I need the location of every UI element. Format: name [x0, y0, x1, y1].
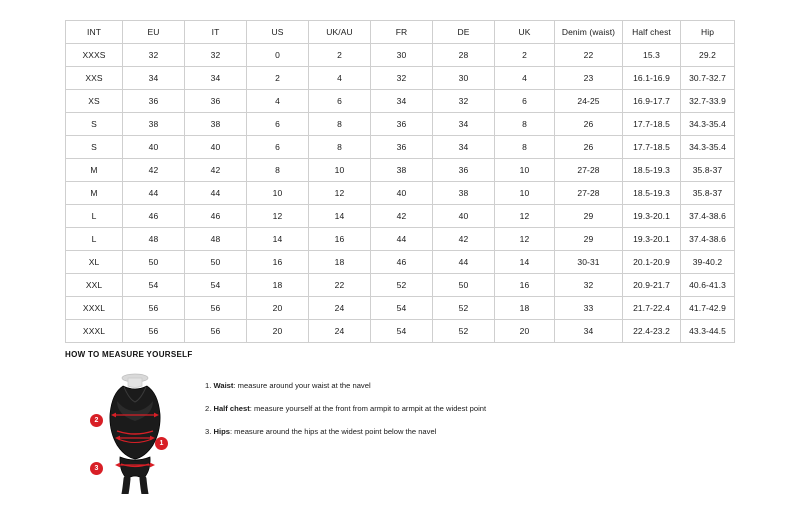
cell-hip: 35.8-37 [681, 182, 735, 205]
cell-hip: 34.3-35.4 [681, 113, 735, 136]
cell-denim-waist: 23 [555, 67, 623, 90]
column-header-uk: UK [495, 21, 555, 44]
cell-eu: 32 [123, 44, 185, 67]
marker-3-hips: 3 [90, 462, 103, 475]
cell-uk-au: 22 [309, 274, 371, 297]
cell-it: 34 [185, 67, 247, 90]
cell-half-chest: 16.1-16.9 [623, 67, 681, 90]
cell-uk: 8 [495, 136, 555, 159]
cell-half-chest: 18.5-19.3 [623, 182, 681, 205]
cell-de: 32 [433, 90, 495, 113]
cell-eu: 36 [123, 90, 185, 113]
cell-uk-au: 18 [309, 251, 371, 274]
cell-de: 38 [433, 182, 495, 205]
cell-uk-au: 12 [309, 182, 371, 205]
cell-de: 50 [433, 274, 495, 297]
cell-half-chest: 19.3-20.1 [623, 228, 681, 251]
cell-int: L [66, 228, 123, 251]
cell-eu: 46 [123, 205, 185, 228]
cell-fr: 34 [371, 90, 433, 113]
cell-eu: 54 [123, 274, 185, 297]
marker-2-half-chest: 2 [90, 414, 103, 427]
cell-fr: 30 [371, 44, 433, 67]
cell-us: 20 [247, 297, 309, 320]
cell-de: 52 [433, 320, 495, 343]
cell-it: 46 [185, 205, 247, 228]
cell-int: XXS [66, 67, 123, 90]
cell-us: 6 [247, 136, 309, 159]
cell-uk-au: 24 [309, 297, 371, 320]
cell-denim-waist: 29 [555, 205, 623, 228]
mannequin-figure [65, 369, 195, 494]
cell-us: 14 [247, 228, 309, 251]
column-header-fr: FR [371, 21, 433, 44]
cell-de: 44 [433, 251, 495, 274]
cell-us: 10 [247, 182, 309, 205]
column-header-it: IT [185, 21, 247, 44]
measure-note-text: : measure around the hips at the widest point below the navel [229, 427, 437, 437]
cell-de: 36 [433, 159, 495, 182]
cell-hip: 43.3-44.5 [681, 320, 735, 343]
measure-note-term: Waist [213, 381, 234, 390]
cell-it: 56 [185, 320, 247, 343]
cell-eu: 56 [123, 320, 185, 343]
cell-fr: 36 [371, 113, 433, 136]
cell-denim-waist: 30-31 [555, 251, 623, 274]
cell-eu: 44 [123, 182, 185, 205]
cell-denim-waist: 34 [555, 320, 623, 343]
cell-it: 38 [185, 113, 247, 136]
table-row [66, 297, 735, 320]
cell-eu: 50 [123, 251, 185, 274]
cell-hip: 40.6-41.3 [681, 274, 735, 297]
cell-hip: 39-40.2 [681, 251, 735, 274]
cell-de: 34 [433, 136, 495, 159]
cell-hip: 41.7-42.9 [681, 297, 735, 320]
cell-half-chest: 20.9-21.7 [623, 274, 681, 297]
measure-note-number: 3. [205, 427, 212, 437]
cell-half-chest: 19.3-20.1 [623, 205, 681, 228]
cell-half-chest: 18.5-19.3 [623, 159, 681, 182]
cell-fr: 40 [371, 182, 433, 205]
cell-half-chest: 20.1-20.9 [623, 251, 681, 274]
size-chart-table [65, 20, 735, 343]
measure-note-text: : measure yourself at the front from armpit to armpit at the widest point [249, 404, 487, 414]
cell-us: 20 [247, 320, 309, 343]
cell-uk: 16 [495, 274, 555, 297]
cell-uk-au: 16 [309, 228, 371, 251]
cell-uk-au: 6 [309, 90, 371, 113]
cell-eu: 40 [123, 136, 185, 159]
cell-uk: 20 [495, 320, 555, 343]
how-to-measure-section [65, 350, 765, 494]
cell-uk-au: 2 [309, 44, 371, 67]
cell-hip: 30.7-32.7 [681, 67, 735, 90]
cell-int: S [66, 136, 123, 159]
size-chart-container [65, 20, 734, 343]
cell-int: XXXL [66, 320, 123, 343]
cell-int: XL [66, 251, 123, 274]
cell-it: 56 [185, 297, 247, 320]
cell-int: M [66, 159, 123, 182]
cell-fr: 36 [371, 136, 433, 159]
cell-de: 34 [433, 113, 495, 136]
cell-it: 50 [185, 251, 247, 274]
table-row [66, 320, 735, 343]
cell-int: S [66, 113, 123, 136]
how-to-measure-body [65, 369, 765, 494]
table-row [66, 205, 735, 228]
measure-note-half-chest [205, 404, 486, 413]
column-header-eu: EU [123, 21, 185, 44]
table-row [66, 251, 735, 274]
cell-eu: 48 [123, 228, 185, 251]
cell-us: 18 [247, 274, 309, 297]
column-header-int: INT [66, 21, 123, 44]
cell-uk: 14 [495, 251, 555, 274]
cell-uk: 10 [495, 159, 555, 182]
cell-uk: 6 [495, 90, 555, 113]
measure-note-term: Half chest [213, 404, 250, 414]
cell-hip: 37.4-38.6 [681, 205, 735, 228]
cell-it: 54 [185, 274, 247, 297]
cell-us: 8 [247, 159, 309, 182]
cell-denim-waist: 33 [555, 297, 623, 320]
cell-fr: 44 [371, 228, 433, 251]
cell-half-chest: 22.4-23.2 [623, 320, 681, 343]
cell-eu: 38 [123, 113, 185, 136]
cell-half-chest: 16.9-17.7 [623, 90, 681, 113]
measure-note-number: 1. [205, 381, 212, 390]
table-row [66, 113, 735, 136]
cell-uk: 4 [495, 67, 555, 90]
table-header [66, 21, 735, 44]
cell-us: 16 [247, 251, 309, 274]
cell-denim-waist: 24-25 [555, 90, 623, 113]
marker-1-waist: 1 [155, 437, 168, 450]
cell-eu: 34 [123, 67, 185, 90]
cell-uk-au: 4 [309, 67, 371, 90]
cell-eu: 42 [123, 159, 185, 182]
cell-hip: 35.8-37 [681, 159, 735, 182]
cell-half-chest: 17.7-18.5 [623, 113, 681, 136]
column-header-hip: Hip [681, 21, 735, 44]
cell-uk-au: 24 [309, 320, 371, 343]
column-header-uk-au: UK/AU [309, 21, 371, 44]
table-row [66, 159, 735, 182]
cell-uk-au: 14 [309, 205, 371, 228]
column-header-us: US [247, 21, 309, 44]
how-to-measure-title: HOW TO MEASURE YOURSELF [65, 350, 193, 359]
cell-uk-au: 10 [309, 159, 371, 182]
cell-int: M [66, 182, 123, 205]
cell-denim-waist: 27-28 [555, 159, 623, 182]
cell-hip: 34.3-35.4 [681, 136, 735, 159]
cell-it: 42 [185, 159, 247, 182]
cell-fr: 54 [371, 320, 433, 343]
cell-de: 30 [433, 67, 495, 90]
column-header-denim-waist: Denim (waist) [555, 21, 623, 44]
cell-us: 4 [247, 90, 309, 113]
cell-us: 2 [247, 67, 309, 90]
cell-uk-au: 8 [309, 113, 371, 136]
column-header-de: DE [433, 21, 495, 44]
table-row [66, 228, 735, 251]
cell-us: 6 [247, 113, 309, 136]
cell-it: 48 [185, 228, 247, 251]
cell-fr: 54 [371, 297, 433, 320]
cell-int: XS [66, 90, 123, 113]
table-body [66, 44, 735, 343]
cell-fr: 32 [371, 67, 433, 90]
table-row [66, 44, 735, 67]
cell-denim-waist: 29 [555, 228, 623, 251]
cell-de: 52 [433, 297, 495, 320]
table-row [66, 90, 735, 113]
measure-note-waist [205, 381, 486, 390]
cell-denim-waist: 26 [555, 113, 623, 136]
cell-denim-waist: 32 [555, 274, 623, 297]
table-header-row [66, 21, 735, 44]
cell-eu: 56 [123, 297, 185, 320]
cell-fr: 46 [371, 251, 433, 274]
cell-uk: 12 [495, 205, 555, 228]
mannequin-illustration [65, 369, 195, 494]
cell-int: L [66, 205, 123, 228]
cell-us: 0 [247, 44, 309, 67]
measure-note-number: 2. [205, 404, 212, 414]
table-row [66, 182, 735, 205]
cell-int: XXXS [66, 44, 123, 67]
cell-uk: 18 [495, 297, 555, 320]
cell-half-chest: 15.3 [623, 44, 681, 67]
cell-half-chest: 21.7-22.4 [623, 297, 681, 320]
cell-uk-au: 8 [309, 136, 371, 159]
cell-de: 28 [433, 44, 495, 67]
measure-instructions [205, 369, 486, 450]
cell-denim-waist: 27-28 [555, 182, 623, 205]
cell-hip: 29.2 [681, 44, 735, 67]
measure-note-hips [205, 427, 486, 436]
measure-note-term: Hips [213, 427, 230, 437]
cell-it: 32 [185, 44, 247, 67]
table-row [66, 136, 735, 159]
cell-it: 40 [185, 136, 247, 159]
table-row [66, 274, 735, 297]
cell-uk: 8 [495, 113, 555, 136]
measure-note-text: : measure around your waist at the navel [233, 381, 371, 390]
cell-it: 36 [185, 90, 247, 113]
cell-half-chest: 17.7-18.5 [623, 136, 681, 159]
cell-hip: 32.7-33.9 [681, 90, 735, 113]
cell-us: 12 [247, 205, 309, 228]
cell-uk: 10 [495, 182, 555, 205]
table-row [66, 67, 735, 90]
cell-hip: 37.4-38.6 [681, 228, 735, 251]
cell-it: 44 [185, 182, 247, 205]
cell-int: XXL [66, 274, 123, 297]
cell-de: 40 [433, 205, 495, 228]
cell-uk: 2 [495, 44, 555, 67]
column-header-half-chest: Half chest [623, 21, 681, 44]
cell-fr: 38 [371, 159, 433, 182]
cell-de: 42 [433, 228, 495, 251]
cell-fr: 52 [371, 274, 433, 297]
cell-uk: 12 [495, 228, 555, 251]
cell-denim-waist: 26 [555, 136, 623, 159]
cell-denim-waist: 22 [555, 44, 623, 67]
cell-fr: 42 [371, 205, 433, 228]
cell-int: XXXL [66, 297, 123, 320]
